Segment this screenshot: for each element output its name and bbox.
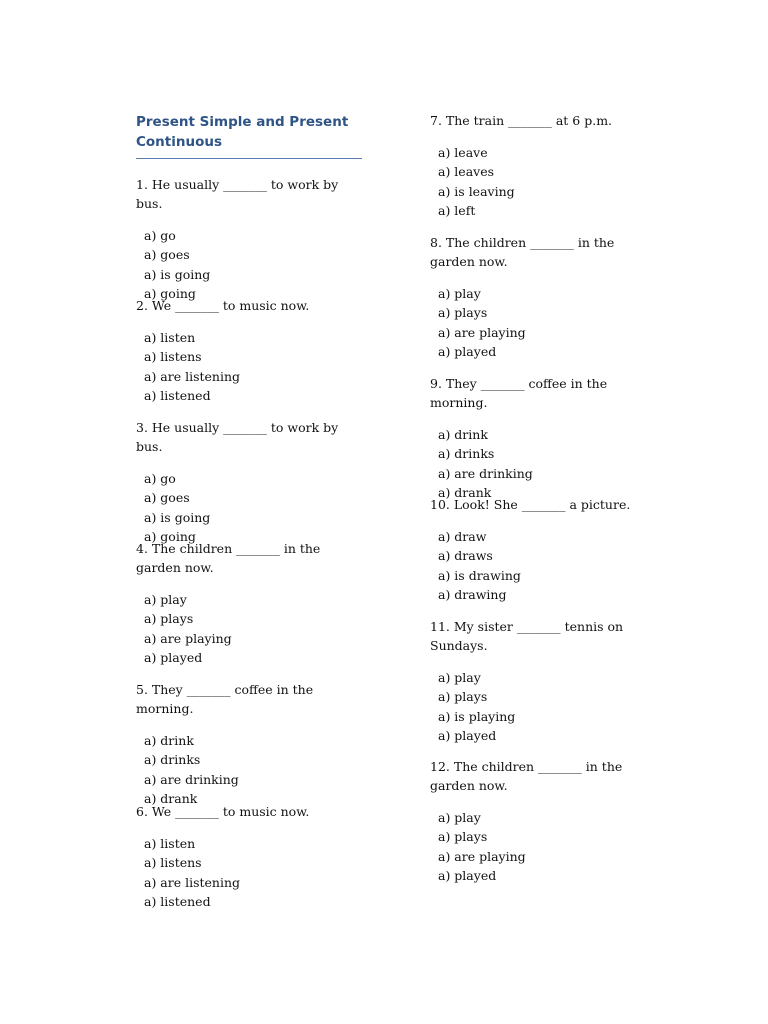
answer-option: a) listen	[144, 836, 196, 851]
answer-option: a) plays	[438, 305, 488, 321]
question-10	[430, 495, 660, 604]
question-2	[136, 296, 366, 405]
answer-option: a) played	[144, 649, 203, 665]
answer-option: a) drinks	[144, 752, 201, 768]
answer-option: a) draws	[438, 548, 493, 564]
answer-option: a) play	[438, 670, 481, 685]
answer-option: a) plays	[438, 829, 488, 845]
answer-option: a) is playing	[438, 708, 516, 724]
answer-options	[430, 668, 630, 745]
answer-option: a) drinks	[438, 446, 495, 462]
answer-option: a) are drinking	[438, 465, 533, 481]
worksheet-title: Present Simple and Present Continuous	[136, 112, 362, 159]
answer-option: a) is going	[144, 266, 211, 282]
answer-option: a) played	[438, 867, 497, 883]
answer-option: a) listen	[144, 330, 196, 345]
answer-options	[136, 328, 366, 405]
question-stem: 1. He usually _______ to work by bus.	[136, 177, 339, 211]
answer-option: a) goes	[144, 247, 190, 263]
answer-option: a) plays	[438, 689, 488, 705]
answer-option: a) listened	[144, 893, 211, 909]
question-stem: 12. The children _______ in the garden now.	[430, 759, 623, 793]
question-stem: 9. They _______ coffee in the morning.	[430, 376, 608, 410]
answer-option: a) is going	[144, 509, 211, 525]
question-stem: 4. The children _______ in the garden now.	[136, 541, 321, 575]
answer-option: a) drank	[438, 484, 492, 500]
answer-option: a) are listening	[144, 874, 241, 890]
answer-options	[430, 808, 660, 885]
question-stem: 5. They _______ coffee in the morning.	[136, 682, 314, 716]
answer-option: a) listened	[144, 387, 211, 403]
question-stem: 11. My sister _______ tennis on Sundays.	[430, 619, 624, 653]
question-stem: 3. He usually _______ to work by bus.	[136, 420, 339, 454]
answer-options	[430, 143, 660, 220]
answer-option: a) drank	[144, 790, 198, 806]
answer-option: a) are listening	[144, 368, 241, 384]
question-8	[430, 233, 656, 361]
answer-option: a) drink	[438, 427, 488, 442]
answer-option: a) left	[438, 202, 476, 218]
answer-option: a) go	[144, 471, 176, 486]
answer-option: a) leaves	[438, 164, 495, 180]
answer-option: a) play	[144, 592, 187, 607]
question-stem: 8. The children _______ in the garden now.	[430, 235, 615, 269]
answer-options	[136, 226, 366, 303]
answer-option: a) listens	[144, 855, 202, 871]
answer-option: a) leave	[438, 145, 488, 160]
question-6	[136, 802, 366, 911]
question-12	[430, 757, 660, 885]
answer-option: a) play	[438, 810, 481, 825]
question-5	[136, 680, 366, 808]
question-stem: 7. The train _______ at 6 p.m.	[430, 113, 613, 128]
question-3	[136, 418, 366, 546]
answer-option: a) goes	[144, 490, 190, 506]
answer-option: a) played	[438, 343, 497, 359]
answer-option: a) are playing	[438, 324, 526, 340]
question-stem: 10. Look! She _______ a picture.	[430, 497, 631, 512]
answer-options	[136, 590, 362, 667]
answer-option: a) go	[144, 228, 176, 243]
answer-option: a) is leaving	[438, 183, 515, 199]
answer-options	[430, 425, 660, 502]
answer-option: a) plays	[144, 611, 194, 627]
answer-option: a) are playing	[144, 630, 232, 646]
answer-option: a) played	[438, 727, 497, 743]
answer-options	[136, 469, 366, 546]
answer-option: a) draw	[438, 529, 487, 544]
question-4	[136, 539, 362, 667]
answer-options	[430, 284, 656, 361]
question-stem: 6. We _______ to music now.	[136, 804, 310, 819]
answer-options	[136, 834, 366, 911]
answer-option: a) are drinking	[144, 771, 239, 787]
answer-option: a) listens	[144, 349, 202, 365]
answer-option: a) going	[144, 285, 196, 301]
question-1	[136, 175, 366, 303]
answer-option: a) drawing	[438, 586, 507, 602]
question-11	[430, 617, 630, 745]
answer-options	[430, 527, 660, 604]
answer-options	[136, 731, 366, 808]
answer-option: a) are playing	[438, 848, 526, 864]
answer-option: a) going	[144, 528, 196, 544]
question-9	[430, 374, 660, 502]
answer-option: a) drink	[144, 733, 194, 748]
question-stem: 2. We _______ to music now.	[136, 298, 310, 313]
answer-option: a) is drawing	[438, 567, 521, 583]
question-7	[430, 111, 660, 220]
answer-option: a) play	[438, 286, 481, 301]
